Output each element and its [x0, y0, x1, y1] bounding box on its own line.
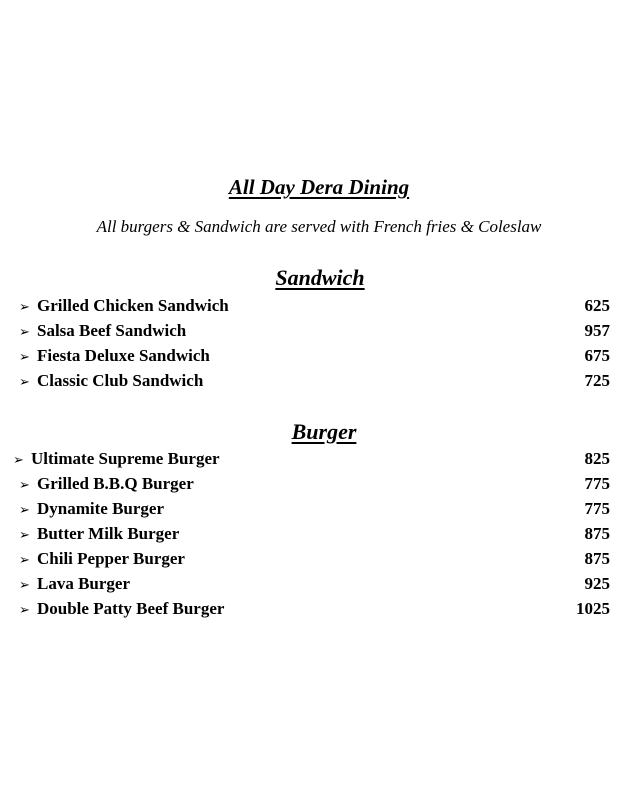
arrow-bullet-icon: ➢: [19, 478, 30, 493]
section-heading-burger: Burger: [291, 419, 357, 444]
menu-item-price: 925: [584, 574, 610, 593]
menu-title: All Day Dera Dining: [228, 175, 410, 199]
menu-item-price: 875: [584, 549, 610, 568]
menu-item: [19, 546, 185, 571]
menu-item-name: Classic Club Sandwich: [37, 371, 204, 390]
menu-item-price: 1025: [576, 599, 610, 618]
menu-item-name: Double Patty Beef Burger: [37, 599, 225, 618]
menu-item-name: Butter Milk Burger: [37, 524, 180, 543]
menu-item-name: Ultimate Supreme Burger: [31, 449, 220, 468]
menu-item-price: 625: [584, 296, 610, 315]
menu-item-price: 825: [584, 449, 610, 468]
menu-item-name: Chili Pepper Burger: [37, 549, 185, 568]
arrow-bullet-icon: ➢: [19, 553, 30, 568]
menu-item: [19, 318, 186, 343]
arrow-bullet-icon: ➢: [19, 603, 30, 618]
menu-item-name: Salsa Beef Sandwich: [37, 321, 187, 340]
menu-item-price: 725: [584, 371, 610, 390]
arrow-bullet-icon: ➢: [19, 578, 30, 593]
menu-item-price: 775: [584, 474, 610, 493]
menu-item-name: Fiesta Deluxe Sandwich: [37, 346, 210, 365]
menu-item-price: 675: [584, 346, 610, 365]
menu-item: [19, 368, 203, 393]
menu-item: [19, 293, 229, 318]
menu-item-name: Grilled Chicken Sandwich: [37, 296, 229, 315]
menu-item: [13, 446, 220, 471]
arrow-bullet-icon: ➢: [13, 453, 24, 468]
menu-subtitle: All burgers & Sandwich are served with French fries & Coleslaw: [96, 217, 542, 236]
menu-item: [19, 596, 224, 621]
menu-item: [19, 521, 179, 546]
arrow-bullet-icon: ➢: [19, 528, 30, 543]
menu-item: [19, 496, 164, 521]
menu-item-price: 957: [584, 321, 610, 340]
section-heading-sandwich: Sandwich: [275, 265, 365, 290]
arrow-bullet-icon: ➢: [19, 300, 30, 315]
menu-item: [19, 343, 210, 368]
arrow-bullet-icon: ➢: [19, 350, 30, 365]
menu-item-price: 875: [584, 524, 610, 543]
menu-item-name: Dynamite Burger: [37, 499, 165, 518]
menu-item-name: Grilled B.B.Q Burger: [37, 474, 194, 493]
menu-item: [19, 471, 194, 496]
menu-item: [19, 571, 130, 596]
arrow-bullet-icon: ➢: [19, 375, 30, 390]
menu-item-price: 775: [584, 499, 610, 518]
arrow-bullet-icon: ➢: [19, 503, 30, 518]
menu-item-name: Lava Burger: [37, 574, 131, 593]
arrow-bullet-icon: ➢: [19, 325, 30, 340]
